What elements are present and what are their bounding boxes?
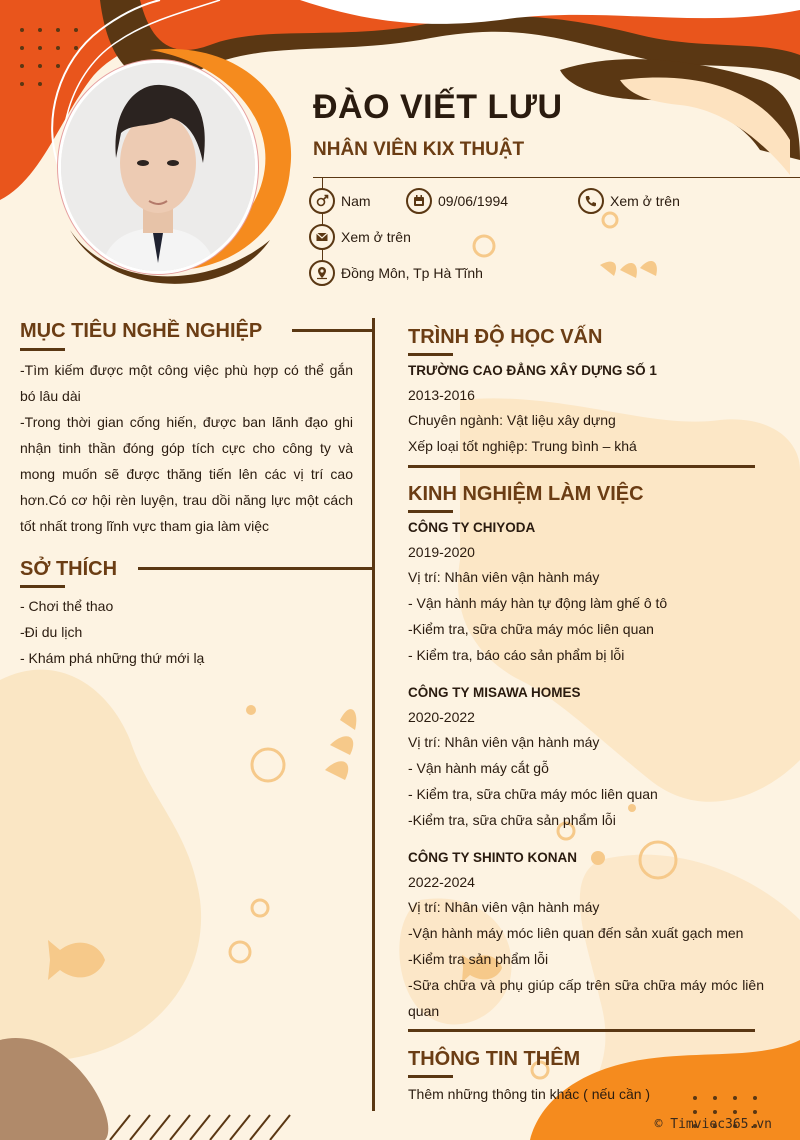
- company-name: CÔNG TY MISAWA HOMES: [408, 685, 581, 700]
- additional-text: Thêm những thông tin khác ( nếu cần ): [408, 1086, 651, 1102]
- objective-underline: [20, 348, 65, 351]
- objective-title: MỤC TIÊU NGHỀ NGHIỆP: [20, 320, 263, 342]
- job-line: -Sữa chữa và phụ giúp cấp trên sữa chữa máy móc liên quan: [408, 977, 764, 1019]
- additional-title: THÔNG TIN THÊM: [408, 1048, 581, 1070]
- job-period: 2020-2022: [408, 709, 475, 725]
- calendar-icon: [406, 188, 432, 214]
- phone-value: Xem ở trên: [610, 193, 680, 209]
- school-name: TRƯỜNG CAO ĐẲNG XÂY DỰNG SỐ 1: [408, 363, 657, 378]
- job-line: -Vận hành máy móc liên quan đến sản xuất gạch men: [408, 925, 744, 941]
- experience-divider: [408, 1029, 755, 1032]
- job-line: - Kiểm tra, sữa chữa máy móc liên quan: [408, 786, 658, 802]
- company-name: CÔNG TY CHIYODA: [408, 520, 536, 535]
- gender-value: Nam: [341, 193, 371, 209]
- job-period: 2022-2024: [408, 874, 475, 890]
- education-divider: [408, 465, 755, 468]
- phone-icon: [578, 188, 604, 214]
- job-line: Vị trí: Nhân viên vận hành máy: [408, 899, 600, 915]
- job-line: - Kiểm tra, báo cáo sản phẩm bị lỗi: [408, 647, 625, 663]
- header-divider: [313, 177, 800, 178]
- column-divider: [372, 318, 375, 1111]
- objective-text: -Tìm kiếm được một công việc phù hợp có thể gắn bó lâu dài -Trong thời gian cống hiến, được ban lãnh đạo ghi nhận tinh thần đóng góp tích cực cho công ty và mong muốn sẽ được thăng tiến lên các vị trí cao hơn.Có cơ hội rèn luyện, trau dồi năng lực một cách tốt nhất trong lĩnh vực tham gia làm việc: [20, 362, 353, 534]
- job-line: - Vận hành máy cắt gỗ: [408, 760, 549, 776]
- email-row: [309, 224, 411, 250]
- profile-photo: [58, 60, 258, 274]
- job-line: - Vận hành máy hàn tự động làm ghế ô tô: [408, 595, 668, 611]
- birthday-row: [406, 188, 508, 214]
- email-value: Xem ở trên: [341, 229, 411, 245]
- hobbies-title: SỞ THÍCH: [20, 558, 118, 580]
- birthday-value: 09/06/1994: [438, 193, 509, 209]
- experience-title: KINH NGHIỆM LÀM VIỆC: [408, 483, 644, 505]
- hobby-item: -Đi du lịch: [20, 624, 83, 640]
- job-period: 2019-2020: [408, 544, 475, 560]
- watermark-text: © Timviec365.vn: [654, 1117, 772, 1132]
- objective-rule: [292, 329, 372, 332]
- location-pin-icon: [309, 260, 335, 286]
- education-title: TRÌNH ĐỘ HỌC VẤN: [408, 326, 603, 348]
- company-name: CÔNG TY SHINTO KONAN: [408, 850, 578, 865]
- job-line: -Kiểm tra sản phẩm lỗi: [408, 951, 549, 967]
- mail-icon: [309, 224, 335, 250]
- hobbies-rule: [138, 567, 372, 570]
- education-major: Chuyên ngành: Vật liệu xây dựng: [408, 412, 616, 428]
- address-value: Đồng Môn, Tp Hà Tĩnh: [341, 265, 483, 281]
- job-line: -Kiểm tra, sữa chữa sản phẩm lỗi: [408, 812, 616, 828]
- hobby-item: - Khám phá những thứ mới lạ: [20, 650, 205, 666]
- candidate-name: ĐÀO VIẾT LƯU: [313, 88, 563, 126]
- experience-underline: [408, 510, 453, 513]
- job-line: Vị trí: Nhân viên vận hành máy: [408, 734, 600, 750]
- job-line: -Kiểm tra, sữa chữa máy móc liên quan: [408, 621, 654, 637]
- hobbies-underline: [20, 585, 65, 588]
- job-line: Vị trí: Nhân viên vận hành máy: [408, 569, 600, 585]
- additional-underline: [408, 1075, 453, 1078]
- address-row: [309, 260, 483, 286]
- job-title: NHÂN VIÊN KIX THUẬT: [313, 139, 525, 160]
- phone-row: [578, 188, 680, 214]
- education-underline: [408, 353, 453, 356]
- hobby-item: - Chơi thể thao: [20, 598, 114, 614]
- education-period: 2013-2016: [408, 387, 475, 403]
- gender-icon: [309, 188, 335, 214]
- education-grade: Xếp loại tốt nghiệp: Trung bình – khá: [408, 438, 637, 454]
- gender-row: [309, 188, 371, 214]
